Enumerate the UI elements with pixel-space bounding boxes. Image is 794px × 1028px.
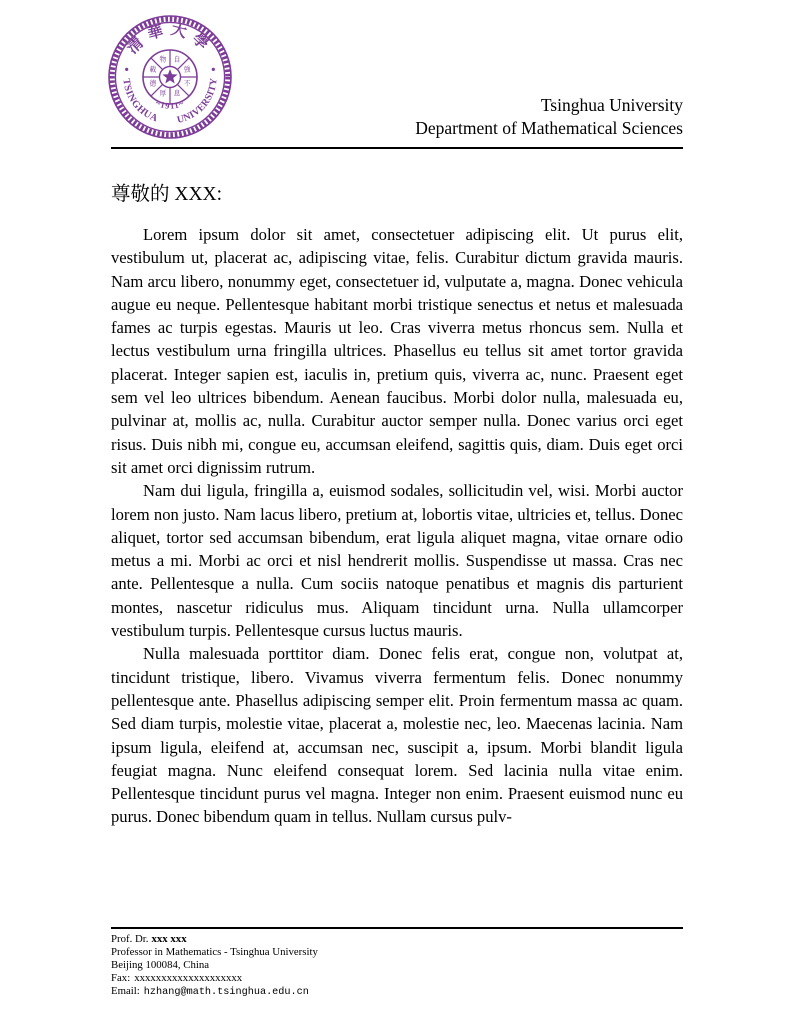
letterhead-divider: [111, 147, 683, 149]
seal-founding-year: ~1911~: [154, 97, 186, 111]
fax-value: xxxxxxxxxxxxxxxxxxxx: [134, 972, 243, 984]
signatory-prefix: Prof. Dr.: [111, 933, 149, 945]
footer-title-line: Professor in Mathematics - Tsinghua University: [111, 946, 318, 958]
tsinghua-university-seal-icon: [105, 12, 235, 142]
svg-text:自: 自: [173, 56, 181, 64]
svg-text:物: 物: [159, 56, 167, 64]
paragraph-3: Nulla malesuada porttitor diam. Donec felis erat, congue non, volutpat at, tincidunt tristique, libero. Vivamus viverra fermentum felis. Donec nonummy pellentesque ante. Phasellus adipiscing semper elit. Proin fermentum massa ac quam. Sed diam turpis, molestie vitae, placerat a, molestie nec, leo. Maecenas lacinia. Nam ipsum ligula, eleifend at, accumsan nec, suscipit a, ipsum. Morbi blandit ligula feugiat magna. Nunc eleifend consequat lorem. Sed lacinia nulla vitae enim. Pellentesque tincidunt purus vel magna. Integer non enim. Praesent euismod nunc eu purus. Donec bibendum quam in tellus. Nullam cursus pulv-: [111, 644, 683, 827]
svg-text:厚: 厚: [159, 90, 167, 98]
seal-tsinghua-arc-text: TSINGHUA: [120, 78, 160, 125]
svg-text:息: 息: [173, 90, 181, 98]
svg-text:載: 載: [149, 66, 157, 74]
footer-signatory-line: [111, 933, 683, 946]
footer-address-line: Beijing 100084, China: [111, 959, 210, 971]
paragraph-1: Lorem ipsum dolor sit amet, consectetuer adipiscing elit. Ut purus elit, vestibulum ut, placerat ac, adipiscing vitae, felis. Curabitur dictum gravida mauris. Nam arcu libero, nonummy eget, consectetuer id, vulputate a, magna. Donec vehicula augue eu neque. Pellentesque habitant morbi tristique senectus et netus et malesuada fames ac turpis egestas. Mauris ut leo. Cras viverra metus rhoncus sem. Nulla et lectus vestibulum urna fringilla ultrices. Phasellus eu tellus sit amet tortor gravida placerat. Integer sapien est, iaculis in, pretium quis, viverra ac, nunc. Praesent eget sem vel leo ultrices bibendum. Aenean faucibus. Morbi dolor nulla, malesuada eu, pulvinar at, mollis ac, nulla. Curabitur auctor semper nulla. Donec varius orci eget risus. Duis nibh mi, congue eu, accumsan eleifend, sagittis quis, diam. Duis eget orci sit amet orci dignissim rutrum.: [111, 225, 683, 477]
letter-body: [111, 223, 683, 925]
footer-signature-block: [111, 933, 683, 999]
signatory-name: xxx xxx: [151, 933, 187, 945]
university-name: Tsinghua University: [540, 95, 683, 115]
svg-text:強: 強: [183, 66, 191, 74]
svg-text:不: 不: [183, 80, 191, 88]
letterhead: [415, 94, 683, 140]
department-name: Department of Mathematical Sciences: [415, 118, 683, 138]
footer-fax-line: [111, 972, 683, 985]
email-value: hzhang@math.tsinghua.edu.cn: [143, 987, 309, 998]
salutation: 尊敬的 XXX:: [111, 184, 223, 205]
footer-divider: [111, 927, 683, 929]
seal-left-dot: [125, 68, 128, 71]
paragraph-2: Nam dui ligula, fringilla a, euismod sodales, sollicitudin vel, wisi. Morbi auctor lorem non justo. Nam lacus libero, pretium at, lobortis vitae, ultricies et, tellus. Donec aliquet, tortor sed accumsan bibendum, erat ligula aliquet magna, vitae ornare odio metus a mi. Morbi ac orci et nisl hendrerit mollis. Suspendisse ut massa. Cras nec ante. Pellentesque a nulla. Cum sociis natoque penatibus et magnis dis parturient montes, nascetur ridiculus mus. Aliquam tincidunt urna. Nulla ullamcorper vestibulum turpis. Pellentesque cursus luctus mauris.: [111, 481, 683, 641]
seal-right-dot: [212, 68, 215, 71]
footer-email-line: [111, 985, 683, 999]
seal-university-arc-text: UNIVERSITY: [175, 77, 220, 126]
seal-cjk-name: 清華大學: [124, 21, 216, 58]
fax-label: Fax:: [111, 972, 131, 984]
svg-text:德: 德: [149, 80, 157, 88]
email-label: Email:: [111, 985, 140, 997]
seal-star-icon: [162, 69, 177, 83]
